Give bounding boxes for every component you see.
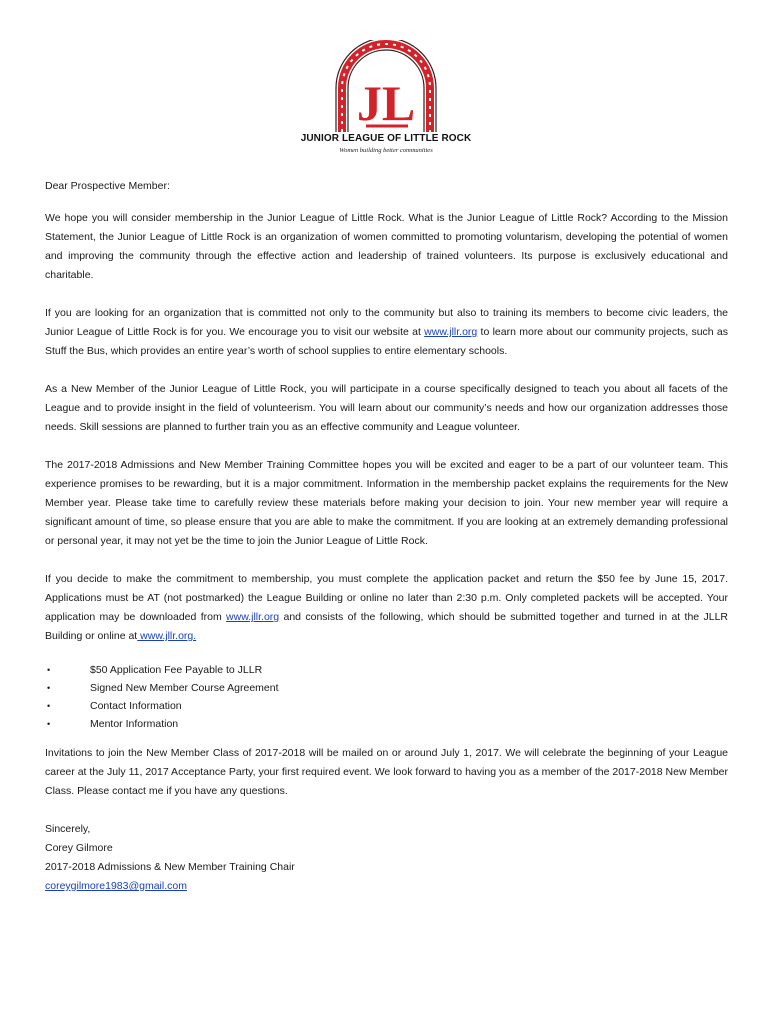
list-item-label: Mentor Information	[90, 718, 179, 730]
list-item-label: $50 Application Fee Payable to JLLR	[90, 664, 263, 676]
letterhead	[300, 40, 472, 160]
list-item	[45, 715, 728, 733]
list-item	[45, 697, 728, 715]
paragraph-text: If you are looking for an organization that is committed not only to the community but also to training its members to become civic leaders, the Junior League of Little Rock is for you. We encourage you to visit our website at	[45, 307, 728, 338]
paragraph-new-member: As a New Member of the Junior League of Little Rock, you will participate in a course specifically designed to teach you about all facets of the League and to provide insight in the field of volunteerism. You will learn about our community’s needs and how our organization addresses those needs. Skill sessions are planned to further train you as an effective community and League volunteer.	[45, 383, 728, 433]
closing-line: Sincerely,	[45, 823, 91, 835]
paragraph-intro: We hope you will consider membership in the Junior League of Little Rock. What is the Junior League of Little Rock? According to the Mission Statement, the Junior League of Little Rock is an organization of women committed to promoting voluntarism, developing the potential of women and improving the community through the effective action and leadership of trained volunteers. Its purpose is exclusively educational and charitable.	[45, 212, 728, 281]
letter-body	[45, 177, 728, 896]
salutation: Dear Prospective Member:	[45, 180, 170, 192]
list-item	[45, 661, 728, 679]
website-link[interactable]: www.jllr.org.	[137, 630, 197, 642]
logo-letters: JL	[356, 75, 416, 131]
signer-email-link[interactable]: coreygilmore1983@gmail.com	[45, 880, 187, 892]
paragraph-invitations: Invitations to join the New Member Class of 2017-2018 will be mailed on or around July 1, 2017. We will celebrate the beginning of your League career at the July 11, 2017 Acceptance Party, your first required event. We look forward to having you as a member of the 2017-2018 New Member Class. Please contact me if you have any questions.	[45, 747, 728, 797]
bullet-icon: •	[47, 719, 51, 729]
junior-league-logo	[334, 40, 438, 136]
paragraph-text: If you decide to make the commitment to membership, you must complete the application packet and return the $50 fee by June 15, 2017. Applications must be AT (not postmarked) the League Building or online no later than 2:30 p.m. Only completed packets will be accepted. Your application may be downloaded from	[45, 573, 728, 623]
signature-block	[45, 820, 728, 896]
bullet-icon: •	[47, 683, 51, 693]
application-items-list	[45, 661, 728, 733]
list-item-label: Contact Information	[90, 700, 182, 712]
org-name: JUNIOR LEAGUE OF LITTLE ROCK	[300, 133, 472, 144]
website-link[interactable]: www.jllr.org	[226, 611, 280, 623]
paragraph-text: and consists of the following, which should be submitted together and turned in at the JLLR Building or online at	[45, 611, 728, 642]
bullet-icon: •	[47, 665, 51, 675]
paragraph-application	[45, 570, 728, 646]
paragraph-committee: The 2017-2018 Admissions and New Member Training Committee hopes you will be excited and eager to be a part of our volunteer team. This experience promises to be rewarding, but it is a major commitment. Information in the membership packet explains the requirements for the New Member year. Please take time to carefully review these materials before making your decision to join. Your new member year will require a significant amount of time, so please ensure that you are able to make the commitment. If you are looking at an extremely demanding professional or personal year, it may not yet be the time to join the Junior League of Little Rock.	[45, 459, 728, 547]
bullet-icon: •	[47, 701, 51, 711]
paragraph-organization	[45, 304, 728, 361]
signer-title: 2017-2018 Admissions & New Member Training Chair	[45, 861, 295, 873]
list-item-label: Signed New Member Course Agreement	[90, 682, 279, 694]
tagline: Women building better communities	[339, 147, 433, 154]
website-link[interactable]: www.jllr.org	[424, 326, 478, 338]
signer-name: Corey Gilmore	[45, 842, 113, 854]
list-item	[45, 679, 728, 697]
paragraph-text: to learn more about our community projects, such as Stuff the Bus, which provides an entire year’s worth of school supplies to entire elementary schools.	[45, 326, 729, 357]
